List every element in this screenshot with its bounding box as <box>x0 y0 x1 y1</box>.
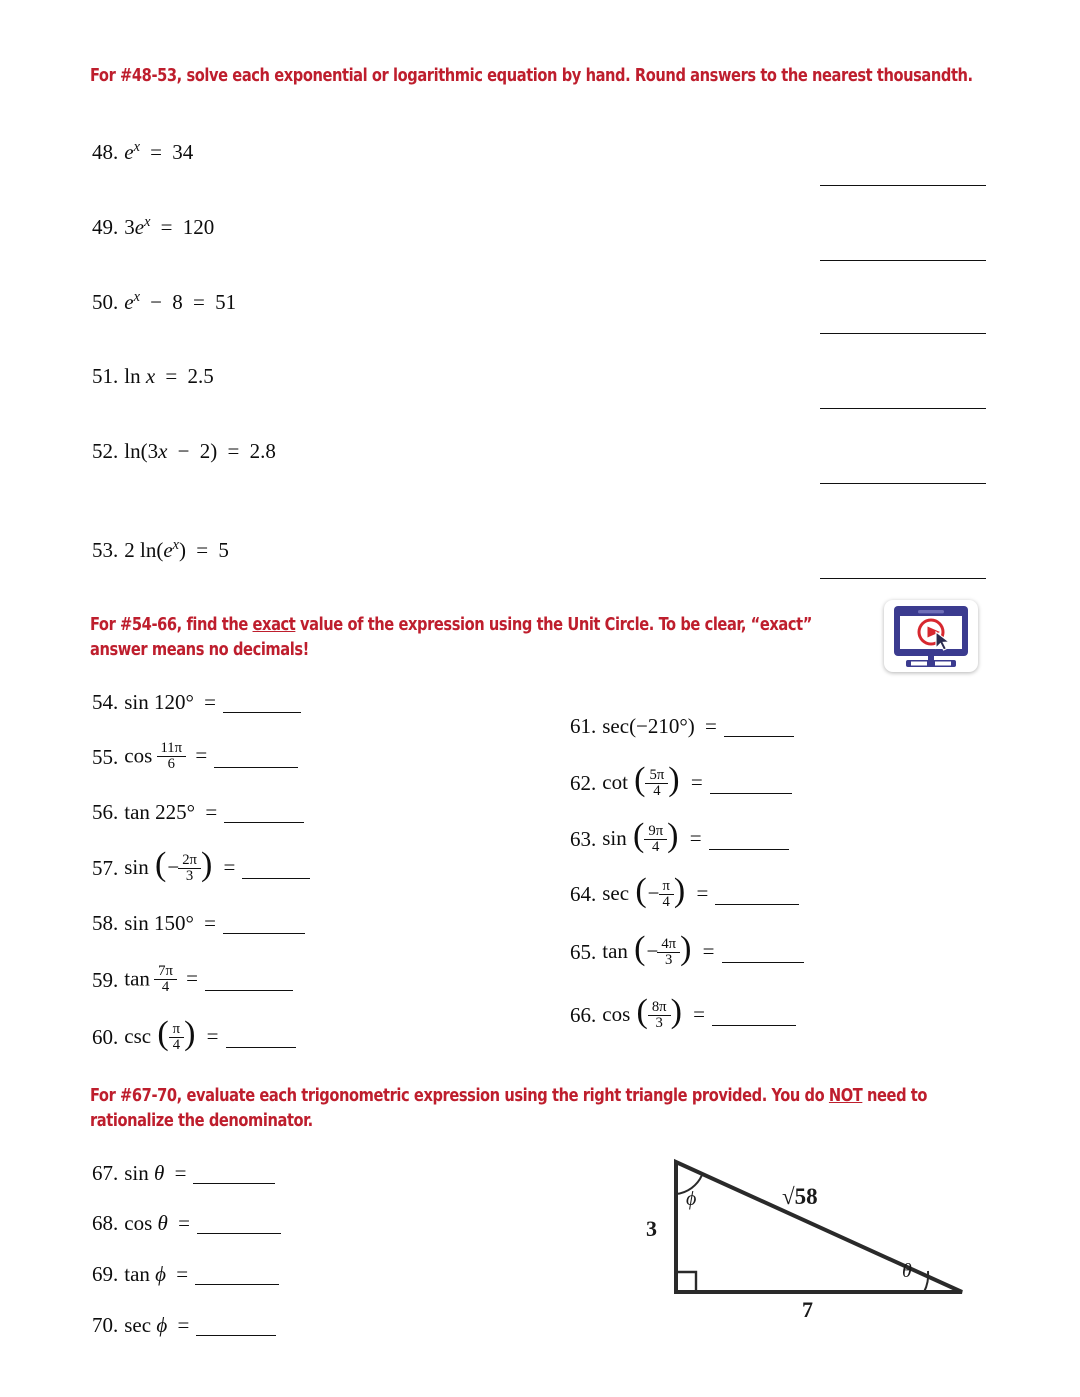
problem-expression: ln x = 2.5 <box>124 364 214 388</box>
problem-expression: sin (− $\frac{2\pi}{3}$ ) = <box>124 846 236 884</box>
problem-53 <box>92 538 229 563</box>
problem-number: 57. <box>92 856 119 881</box>
problem-59 <box>92 965 293 996</box>
problem-number: 56. <box>92 800 119 824</box>
instruction-54-66 <box>90 613 815 663</box>
problem-number: 61. <box>570 714 597 738</box>
problem-expression: sec(−210°) = <box>602 714 717 738</box>
problem-number: 53. <box>92 538 119 562</box>
answer-blank-67[interactable] <box>193 1163 275 1183</box>
answer-blank-66[interactable] <box>712 1006 796 1026</box>
problem-69 <box>92 1262 279 1287</box>
problem-expression: cos θ = <box>124 1211 190 1235</box>
problem-expression: sin 120° = <box>124 690 216 714</box>
right-triangle-figure <box>630 1140 990 1350</box>
problem-70 <box>92 1313 276 1338</box>
triangle-angle-phi-label: ϕ <box>686 1188 697 1210</box>
problem-51 <box>92 364 214 389</box>
problem-expression: sin θ = <box>124 1161 187 1185</box>
problem-expression: tan ϕ = <box>124 1262 189 1286</box>
answer-blank-68[interactable] <box>197 1213 281 1233</box>
answer-blank-56[interactable] <box>224 802 304 822</box>
instruction-emphasis-exact: exact <box>252 615 296 635</box>
problem-expression: cot ( $\frac{5\pi}{4}$ ) = <box>602 761 703 799</box>
problem-62 <box>570 761 792 800</box>
problem-expression: 2 $\ln(e^x) = 5$ <box>124 537 229 562</box>
problem-expression: cos ( $\frac{8\pi}{3}$ ) = <box>602 993 706 1031</box>
problem-expression: sec ϕ = <box>124 1313 190 1337</box>
problem-52 <box>92 439 276 464</box>
problem-expression: tan $\frac{7\pi}{4}$ = <box>124 963 199 996</box>
problem-expression: tan (− $\frac{4\pi}{3}$ ) = <box>602 930 715 968</box>
problem-expression: cos $\frac{11\pi}{6}$ = <box>124 740 208 773</box>
instruction-text-part1: For #54-66, find the <box>90 615 253 635</box>
problem-48 <box>92 140 193 165</box>
triangle-leg-horizontal-label: 7 <box>802 1297 813 1322</box>
answer-line-49[interactable] <box>820 260 986 261</box>
problem-number: 48. <box>92 140 119 164</box>
problem-number: 69. <box>92 1262 119 1286</box>
instruction-48-53: For #48-53, solve each exponential or logarithmic equation by hand. Round answers to the nearest thousandth. <box>90 66 973 86</box>
answer-line-51[interactable] <box>820 408 986 409</box>
problem-expression: $e^x = 34$ <box>124 139 194 164</box>
problem-number: 59. <box>92 968 119 993</box>
problem-number: 66. <box>570 1003 597 1028</box>
problem-50 <box>92 290 236 315</box>
answer-blank-69[interactable] <box>195 1264 279 1284</box>
problem-number: 49. <box>92 215 119 239</box>
problem-expression: $e^x - 8 = 51$ <box>124 289 237 314</box>
triangle-hypotenuse-label: √58 <box>782 1184 818 1209</box>
problem-number: 63. <box>570 827 597 852</box>
answer-blank-60[interactable] <box>226 1028 296 1048</box>
video-icon-svg <box>884 600 978 672</box>
problem-60 <box>92 1015 296 1054</box>
answer-line-53[interactable] <box>820 578 986 579</box>
problem-58 <box>92 911 305 936</box>
problem-expression: ln(3x − 2) = 2.8 <box>124 439 276 463</box>
problem-expression: csc ( $\frac{\pi}{4}$ ) = <box>124 1015 219 1053</box>
problem-number: 65. <box>570 940 597 965</box>
answer-line-48[interactable] <box>820 185 986 186</box>
problem-68 <box>92 1211 281 1236</box>
answer-blank-58[interactable] <box>223 913 305 933</box>
answer-line-52[interactable] <box>820 483 986 484</box>
instruction-text-part2: need to rationalize the denominator. <box>90 1086 928 1131</box>
problem-number: 51. <box>92 364 119 388</box>
problem-number: 50. <box>92 290 119 314</box>
answer-line-50[interactable] <box>820 333 986 334</box>
answer-blank-54[interactable] <box>223 692 301 712</box>
answer-blank-70[interactable] <box>196 1315 276 1335</box>
problem-66 <box>570 993 796 1032</box>
answer-blank-55[interactable] <box>214 747 298 767</box>
problem-number: 62. <box>570 771 597 796</box>
problem-65 <box>570 930 804 969</box>
answer-blank-61[interactable] <box>724 716 794 736</box>
answer-blank-63[interactable] <box>709 830 789 850</box>
problem-expression: sec (− $\frac{\pi}{4}$ ) = <box>602 872 709 910</box>
problem-expression: sin ( $\frac{9\pi}{4}$ ) = <box>602 817 702 855</box>
problem-56 <box>92 800 304 825</box>
problem-number: 68. <box>92 1211 119 1235</box>
problem-number: 55. <box>92 745 119 770</box>
answer-blank-57[interactable] <box>242 859 310 879</box>
answer-blank-65[interactable] <box>722 943 804 963</box>
problem-67 <box>92 1161 275 1186</box>
problem-number: 58. <box>92 911 119 935</box>
problem-number: 52. <box>92 439 119 463</box>
instruction-emphasis-not: NOT <box>828 1086 863 1106</box>
problem-61 <box>570 714 794 739</box>
problem-expression: tan 225° = <box>124 800 218 824</box>
problem-number: 64. <box>570 882 597 907</box>
problem-number: 70. <box>92 1313 119 1337</box>
triangle-angle-theta-label: θ <box>902 1260 912 1282</box>
problem-expression: $3e^x = 120$ <box>124 214 215 239</box>
problem-number: 54. <box>92 690 119 714</box>
answer-blank-59[interactable] <box>205 970 293 990</box>
problem-63 <box>570 817 789 856</box>
video-play-monitor-icon[interactable] <box>884 600 978 672</box>
problem-54 <box>92 690 301 715</box>
triangle-leg-vertical-label: 3 <box>646 1216 657 1241</box>
problem-number: 60. <box>92 1025 119 1050</box>
instruction-text-part1: For #67-70, evaluate each trigonometric expression using the right triangle provided. You do <box>90 1086 829 1106</box>
problem-64 <box>570 872 799 911</box>
instruction-67-70 <box>90 1084 983 1134</box>
instruction-text-part2: value of the expression using the Unit Circle. To be clear, “exact” answer means no decimals! <box>90 615 812 660</box>
answer-blank-62[interactable] <box>710 774 792 794</box>
answer-blank-64[interactable] <box>715 885 799 905</box>
problem-57 <box>92 846 310 885</box>
problem-49 <box>92 215 214 240</box>
problem-number: 67. <box>92 1161 119 1185</box>
problem-55 <box>92 742 298 773</box>
problem-expression: sin 150° = <box>124 911 216 935</box>
